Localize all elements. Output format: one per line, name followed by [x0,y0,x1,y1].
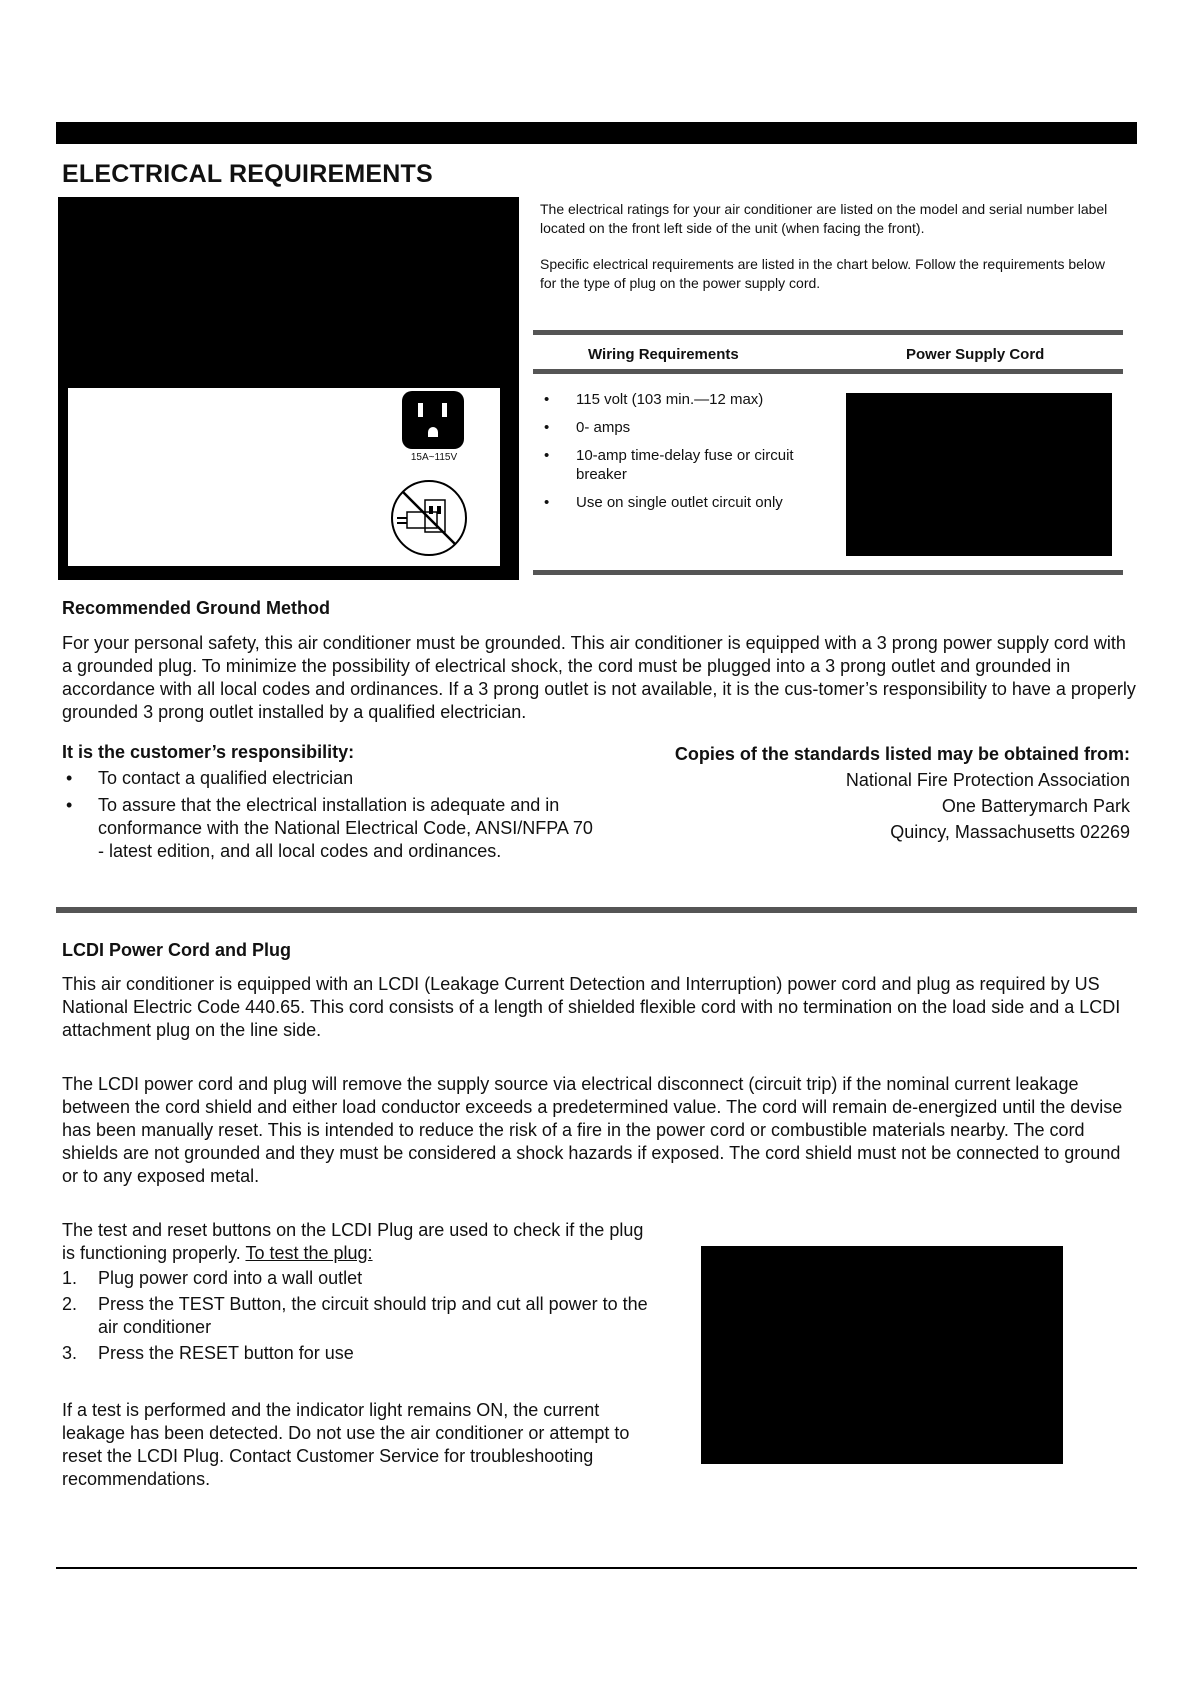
section-divider [56,907,1137,913]
test-plug-label: To test the plug: [245,1243,373,1263]
lcdi-heading: LCDI Power Cord and Plug [62,940,292,960]
standards-source [620,741,1130,845]
address-line: National Fire Protection Association [845,770,1130,790]
step-number: 3. [62,1343,78,1363]
standards-heading: Copies of the standards listed may be obtained from: [674,744,1130,764]
page-title: ELECTRICAL REQUIREMENTS [62,160,433,188]
responsibility-list [62,767,602,867]
lcdi-warning-text: If a test is performed and the indicator light remains ON, the current leakage has been detected. Do not use the air conditioner or attempt to reset the LCDI Plug. Contact Customer Service for troubleshooting recommendations. [62,1400,630,1489]
list-item [62,1267,662,1290]
list-item: • To contact a qualified electrician [62,767,602,790]
ground-method-text: For your personal safety, this air conditioner must be grounded. This air conditioner is equipped with a 3 prong power supply cord with a grounded plug. To minimize the possibility of electrical shock, the cord must be plugged into a 3 prong outlet and grounded in accordance with all local codes and ordinances. If a 3 prong outlet is not available, it is the cus-tomer’s responsibility to have a properly grounded 3 prong outlet installed by a qualified electrician. [62,633,1136,722]
intro-text [540,200,1110,310]
responsibility-heading: It is the customer’s responsibility: [62,742,355,762]
list-item: • To assure that the electrical installation is adequate and in conformance with the National Electrical Code, ANSI/NFPA 70 - latest edition, and all local codes and ordinances. [62,794,602,863]
power-supply-cord-header: Power Supply Cord [906,346,1045,363]
list-item: • 0- amps [540,418,810,437]
test-intro [62,1219,652,1265]
no-adapter-icon [389,478,469,558]
step-number: 2. [62,1294,78,1314]
header-bar [56,122,1137,144]
footer-rule [56,1567,1137,1569]
address-line: Quincy, Massachusetts 02269 [890,822,1130,842]
lcdi-paragraph-1: This air conditioner is equipped with an LCDI (Leakage Current Detection and Interruption) power cord and plug as required by US National Electric Code 440.65. This cord consists of a length of shielded flexible cord with no termination on the load side and a LCDI attachment plug on the line side. [62,974,1121,1040]
intro-paragraph: Specific electrical requirements are listed in the chart below. Follow the requirements below for the type of plug on the power supply cord. [540,256,1105,291]
ground-method-heading: Recommended Ground Method [62,598,331,618]
table-top-rule [533,330,1123,335]
wiring-requirements-header: Wiring Requirements [588,346,739,363]
table-header-rule [533,369,1123,374]
outlet-icon [402,391,464,449]
wiring-requirements-list [540,390,810,521]
test-intro-text: The test and reset buttons on the LCDI Plug are used to check if the plug is functioning properly. [62,1220,644,1263]
lcdi-plug-image [701,1246,1063,1464]
outlet-rating-label: 15A~115V [410,452,458,463]
step-text: Press the TEST Button, the circuit should trip and cut all power to the air conditioner [98,1294,648,1337]
power-supply-cord-image [846,393,1112,556]
table-bottom-rule [533,570,1123,575]
address-line: One Batterymarch Park [941,796,1130,816]
lcdi-paragraph-2: The LCDI power cord and plug will remove the supply source via electrical disconnect (circuit trip) if the nominal current leakage between the cord shield and either load conductor exceeds a predetermined value. The cord will remain de-energized until the devise has been manually reset. This is intended to reduce the risk of a fire in the power cord or combustible materials nearby. The cord shields are not grounded and they must be considered a shock hazards if exposed. The cord shield must not be connected to ground or to any exposed metal. [62,1074,1123,1186]
intro-paragraph: The electrical ratings for your air conditioner are listed on the model and serial number label located on the front left side of the unit (when facing the front). [540,201,1108,236]
list-item [62,1342,662,1365]
step-text: Plug power cord into a wall outlet [98,1268,363,1288]
step-number: 1. [62,1268,78,1288]
test-steps-list [62,1267,662,1368]
list-item [62,1293,662,1339]
list-item: • 115 volt (103 min.—12 max) [540,390,810,409]
step-text: Press the RESET button for use [98,1343,354,1363]
list-item: • Use on single outlet circuit only [540,493,810,512]
list-item: • 10-amp time-delay fuse or circuit breaker [540,446,810,484]
